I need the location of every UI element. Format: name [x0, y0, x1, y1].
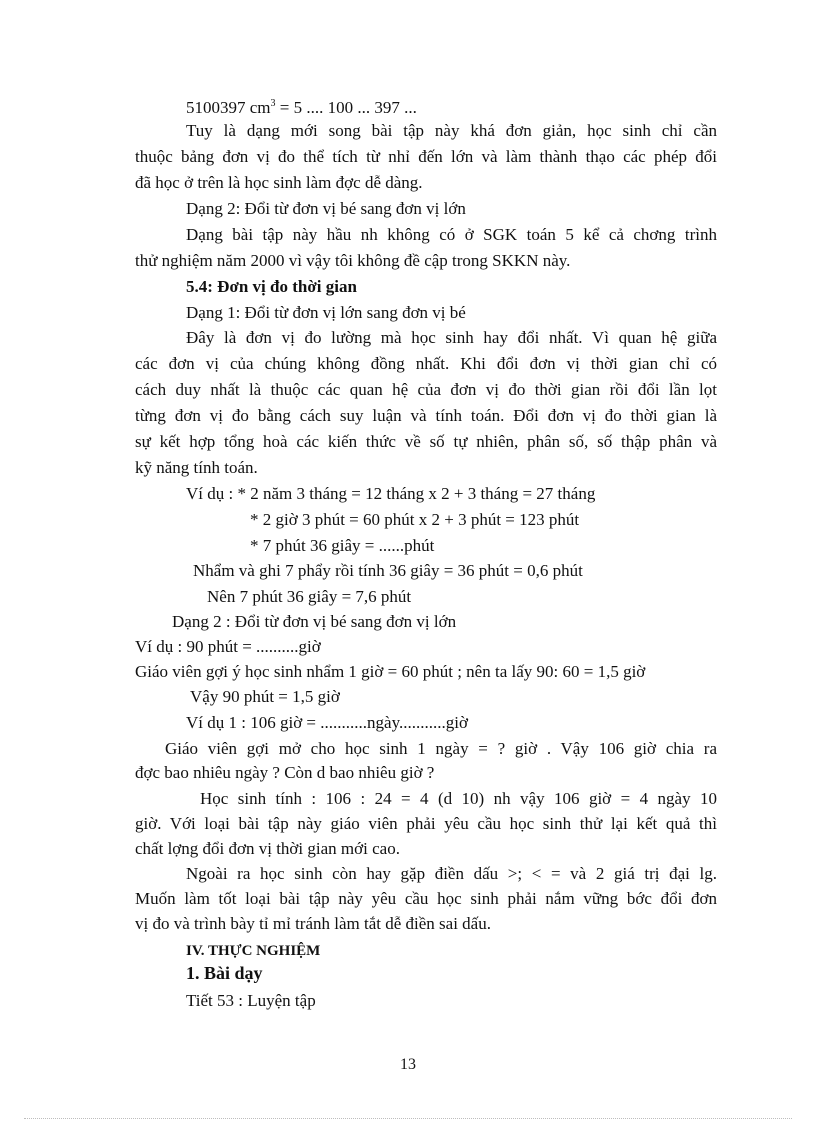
example-line: Giáo viên gợi ý học sinh nhẩm 1 giờ = 60 phút ; nên ta lấy 90: 60 = 1,5 giờ: [135, 662, 646, 681]
paragraph-line: Giáo viên gợi mở cho học sinh 1 ngày = ? giờ . Vậy 106 giờ chia ra: [165, 739, 717, 758]
example-line: Ví dụ : 90 phút = ..........giờ: [135, 637, 321, 656]
example-line: Vậy 90 phút = 1,5 giờ: [190, 687, 340, 706]
volume-conversion-value: 5100397 cm: [186, 98, 271, 117]
paragraph-line: Tuy là dạng mới song bài tập này khá đơn giản, học sinh chỉ cần: [186, 121, 717, 140]
paragraph-line: sự kết hợp tổng hoà các kiến thức về số tự nhiên, phân số, số thập phân và: [135, 432, 717, 451]
subsection-heading-lesson: 1. Bài dạy: [186, 963, 263, 983]
paragraph-line: Dạng bài tập này hầu nh không có ở SGK toán 5 kể cả chơng trình: [186, 225, 717, 244]
paragraph-line: đã học ở trên là học sinh làm đợc dễ dàng.: [135, 173, 423, 192]
subheading-dang-2: Dạng 2 : Đổi từ đơn vị bé sang đơn vị lớn: [172, 612, 457, 631]
paragraph-line: các đơn vị của chúng không đồng nhất. Khi đổi đơn vị thời gian chỉ có: [135, 354, 717, 373]
paragraph-line: từng đơn vị đo bằng cách suy luận và tính toán. Đổi đơn vị đo thời gian là: [135, 406, 717, 425]
page-number: 13: [400, 1056, 416, 1073]
paragraph-line: Muốn làm tốt loại bài tập này yêu cầu học sinh phải nắm vững bớc đổi đơn: [135, 889, 717, 908]
cube-superscript: 3: [270, 98, 276, 109]
example-line: Ví dụ 1 : 106 giờ = ...........ngày...........giờ: [186, 713, 468, 732]
paragraph-line: chất lợng đổi đơn vị thời gian mới cao.: [135, 839, 400, 858]
paragraph-line: Học sinh tính : 106 : 24 = 4 (d 10) nh vậy 106 giờ = 4 ngày 10: [200, 789, 717, 808]
example-line: Ví dụ : * 2 năm 3 tháng = 12 tháng x 2 + 3 tháng = 27 tháng: [186, 484, 596, 503]
paragraph-line: thuộc bảng đơn vị đo thể tích từ nhỉ đến lớn và làm thành thạo các phép đổi: [135, 147, 717, 166]
example-line: * 2 giờ 3 phút = 60 phút x 2 + 3 phút = 123 phút: [250, 510, 580, 529]
paragraph-line: đợc bao nhiêu ngày ? Còn d bao nhiêu giờ ?: [135, 763, 435, 782]
lesson-title: Tiết 53 : Luyện tập: [186, 991, 316, 1010]
paragraph-line: vị đo và trình bày tỉ mỉ tránh làm tắt dễ điền sai dấu.: [135, 914, 491, 933]
example-line: Nên 7 phút 36 giây = 7,6 phút: [207, 587, 412, 606]
section-heading-experiment: IV. THỰC NGHIỆM: [186, 943, 321, 959]
volume-conversion-line: [186, 93, 417, 119]
volume-conversion-rest: = 5 .... 100 ... 397 ...: [275, 98, 417, 117]
section-heading-time-units: 5.4: Đơn vị đo thời gian: [186, 277, 357, 296]
subheading-dang-2: Dạng 2: Đổi từ đơn vị bé sang đơn vị lớn: [186, 199, 466, 218]
paragraph-line: Ngoài ra học sinh còn hay gặp điền dấu >; < = và 2 giá trị đại lg.: [186, 864, 717, 883]
example-line: * 7 phút 36 giây = ......phút: [250, 536, 435, 555]
example-line: Nhẩm và ghi 7 phẩy rồi tính 36 giây = 36 phút = 0,6 phút: [193, 561, 583, 580]
paragraph-line: giờ. Với loại bài tập này giáo viên phải yêu cầu học sinh thử lại kết quả thì: [135, 814, 717, 833]
paragraph-line: cách duy nhất là thuộc các quan hệ của đơn vị đo thời gian rồi đổi lần lọt: [135, 380, 717, 399]
subheading-dang-1: Dạng 1: Đổi từ đơn vị lớn sang đơn vị bé: [186, 303, 466, 322]
page-bottom-divider: [24, 1118, 792, 1119]
paragraph-line: thử nghiệm năm 2000 vì vậy tôi không đề cập trong SKKN này.: [135, 251, 571, 270]
paragraph-line: kỹ năng tính toán.: [135, 458, 258, 477]
paragraph-line: Đây là đơn vị đo lường mà học sinh hay đổi nhất. Vì quan hệ giữa: [186, 328, 717, 347]
